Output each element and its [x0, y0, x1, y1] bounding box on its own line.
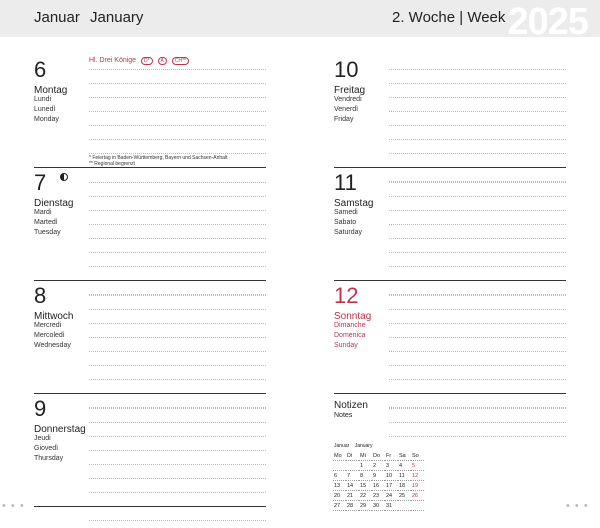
day-name-en: Friday [334, 116, 354, 123]
decorative-dots-left: • • • [2, 500, 25, 512]
writing-line [89, 323, 266, 324]
mini-calendar-day: 5 [411, 461, 424, 471]
writing-line [389, 111, 566, 112]
month-en: January [90, 9, 144, 26]
mini-calendar-title [334, 443, 376, 449]
day-separator-line [334, 393, 566, 394]
writing-line [89, 492, 266, 493]
mini-calendar-day: 3 [385, 461, 398, 471]
mini-calendar-day: 28 [346, 501, 359, 511]
mini-calendar-day [333, 461, 346, 471]
writing-line [389, 153, 566, 154]
writing-line [89, 125, 266, 126]
day-name-it: Mercoledì [34, 332, 65, 339]
mini-calendar-day: 1 [359, 461, 372, 471]
mini-calendar-day: 24 [385, 491, 398, 501]
month-de: Januar [34, 9, 80, 26]
day-separator-line [334, 167, 566, 168]
day-name-de: Freitag [334, 85, 366, 96]
writing-line [89, 153, 266, 154]
writing-line [89, 69, 266, 70]
writing-line [89, 422, 266, 423]
mini-calendar-weekdays [333, 451, 424, 461]
writing-line [89, 139, 266, 140]
month-title [34, 9, 149, 26]
writing-line [389, 351, 566, 352]
writing-line [89, 379, 266, 380]
mini-calendar-day: 17 [385, 481, 398, 491]
weekday-label: Fr [385, 451, 398, 461]
day-name-it: Domenica [334, 332, 366, 339]
day-name-de: Mittwoch [34, 311, 74, 322]
mini-calendar-day: 22 [359, 491, 372, 501]
day-number: 6 [34, 57, 47, 82]
day-name-en: Tuesday [34, 229, 61, 236]
mini-calendar-month-de: Januar [334, 443, 350, 449]
decorative-dots-right: • • • [566, 500, 589, 512]
day-name-de: Donnerstag [34, 424, 86, 435]
day-number: 12 [334, 283, 359, 308]
day-name-de: Montag [34, 85, 68, 96]
mini-calendar-week [333, 501, 424, 511]
mini-calendar-day: 18 [398, 481, 411, 491]
mini-calendar-day: 9 [372, 471, 385, 481]
writing-line [389, 252, 566, 253]
mini-calendar-day: 20 [333, 491, 346, 501]
writing-line [89, 266, 266, 267]
day-separator-line [34, 167, 266, 168]
notes-subtitle: Notes [334, 412, 353, 419]
writing-line [89, 464, 266, 465]
writing-line [389, 125, 566, 126]
weekday-label: Mi [359, 451, 372, 461]
day-name-en: Thursday [34, 455, 64, 462]
writing-line [89, 436, 266, 437]
day-name-de: Sonntag [334, 311, 372, 322]
mini-calendar-day: 7 [346, 471, 359, 481]
mini-calendar-week [333, 471, 424, 481]
mini-calendar-day: 19 [411, 481, 424, 491]
mini-calendar-day: 21 [346, 491, 359, 501]
mini-calendar-day: 23 [372, 491, 385, 501]
writing-line [389, 436, 566, 437]
day-name-fr: Mardi [34, 209, 52, 216]
weekday-label: Sa [398, 451, 411, 461]
day-name-it: Sabato [334, 219, 357, 226]
writing-line [389, 69, 566, 70]
writing-line [89, 520, 266, 521]
writing-line [389, 323, 566, 324]
writing-line [389, 266, 566, 267]
holiday-badge-ch: CH** [172, 57, 189, 65]
holiday-badge-d: D* [141, 57, 153, 65]
weekday-label: Di [346, 451, 359, 461]
weekday-label: Mo [333, 451, 346, 461]
mini-calendar-month-en: January [354, 443, 373, 449]
page-header [0, 0, 600, 43]
day-name-it: Martedì [34, 219, 58, 226]
mini-calendar-day: 2 [372, 461, 385, 471]
mini-calendar-day: 13 [333, 481, 346, 491]
mini-calendar-week [333, 491, 424, 501]
writing-line [89, 295, 266, 296]
writing-line [89, 83, 266, 84]
writing-line [89, 337, 266, 338]
mini-calendar-day: 25 [398, 491, 411, 501]
writing-line [389, 238, 566, 239]
writing-line [389, 379, 566, 380]
day-name-fr: Samedi [334, 209, 358, 216]
mini-calendar-day: 27 [333, 501, 346, 511]
day-number: 8 [34, 283, 47, 308]
writing-line [89, 365, 266, 366]
mini-calendar-day: 29 [359, 501, 372, 511]
writing-line [89, 182, 266, 183]
day-separator-line [34, 280, 266, 281]
mini-calendar-week [333, 481, 424, 491]
holiday-name: Hl. Drei Könige [89, 57, 137, 64]
writing-line [389, 224, 566, 225]
day-name-fr: Lundi [34, 96, 52, 103]
day-name-it: Giovedì [34, 445, 59, 452]
writing-line [389, 210, 566, 211]
writing-line [389, 83, 566, 84]
writing-line [389, 139, 566, 140]
writing-line [389, 422, 566, 423]
day-name-de: Dienstag [34, 198, 74, 209]
mini-calendar-day: 11 [398, 471, 411, 481]
day-name-en: Monday [34, 116, 59, 123]
day-separator-line [34, 393, 266, 394]
day-name-fr: Vendredi [334, 96, 362, 103]
writing-line [389, 365, 566, 366]
day-number: 7 [34, 170, 47, 195]
writing-line [389, 196, 566, 197]
mini-calendar-week [333, 461, 424, 471]
mini-calendar [333, 451, 424, 511]
day-number: 10 [334, 57, 359, 82]
writing-line [89, 111, 266, 112]
writing-line [389, 97, 566, 98]
mini-calendar-day [346, 461, 359, 471]
day-name-fr: Mercredi [34, 322, 62, 329]
mini-calendar-day: 8 [359, 471, 372, 481]
week-title: 2. Woche | Week [392, 9, 506, 26]
writing-line [89, 224, 266, 225]
weekday-label: Do [372, 451, 385, 461]
writing-line [89, 351, 266, 352]
day-number: 11 [334, 170, 357, 195]
writing-line [89, 252, 266, 253]
mini-calendar-day: 14 [346, 481, 359, 491]
moon-phase-icon [60, 173, 68, 181]
mini-calendar-day: 31 [385, 501, 398, 511]
day-name-de: Samstag [334, 198, 374, 209]
day-name-en: Saturday [334, 229, 363, 236]
writing-line [389, 295, 566, 296]
weekday-label: So [411, 451, 424, 461]
mini-calendar-day [398, 501, 411, 511]
holiday-badge-a: A [158, 57, 167, 65]
writing-line [89, 309, 266, 310]
day-name-it: Lunedì [34, 106, 56, 113]
mini-calendar-day: 6 [333, 471, 346, 481]
year-label: 2025 [507, 1, 588, 43]
writing-line [89, 196, 266, 197]
mini-calendar-day: 12 [411, 471, 424, 481]
writing-line [89, 97, 266, 98]
day-name-en: Sunday [334, 342, 358, 349]
writing-line [389, 408, 566, 409]
footnote-1: * Feiertag in Baden-Württemberg, Bayern und Sachsen-Anhalt [89, 155, 228, 161]
day-separator-line [334, 280, 566, 281]
mini-calendar-day: 4 [398, 461, 411, 471]
writing-line [89, 210, 266, 211]
mini-calendar-day: 15 [359, 481, 372, 491]
writing-line [389, 182, 566, 183]
notes-title: Notizen [334, 400, 368, 411]
day-name-en: Wednesday [34, 342, 71, 349]
mini-calendar-day: 10 [385, 471, 398, 481]
writing-line [89, 408, 266, 409]
day-name-it: Venerdì [334, 106, 359, 113]
writing-line [89, 450, 266, 451]
day-number: 9 [34, 396, 47, 421]
day-name-fr: Jeudi [34, 435, 51, 442]
mini-calendar-day [411, 501, 424, 511]
day-name-fr: Dimanche [334, 322, 366, 329]
footnote-2: ** Regional begrenzt [89, 161, 135, 167]
writing-line [89, 478, 266, 479]
writing-line [389, 309, 566, 310]
holiday-entry [89, 57, 189, 65]
mini-calendar-day: 30 [372, 501, 385, 511]
mini-calendar-day: 16 [372, 481, 385, 491]
mini-calendar-day: 26 [411, 491, 424, 501]
writing-line [389, 337, 566, 338]
writing-line [89, 238, 266, 239]
day-separator-line [34, 506, 266, 507]
